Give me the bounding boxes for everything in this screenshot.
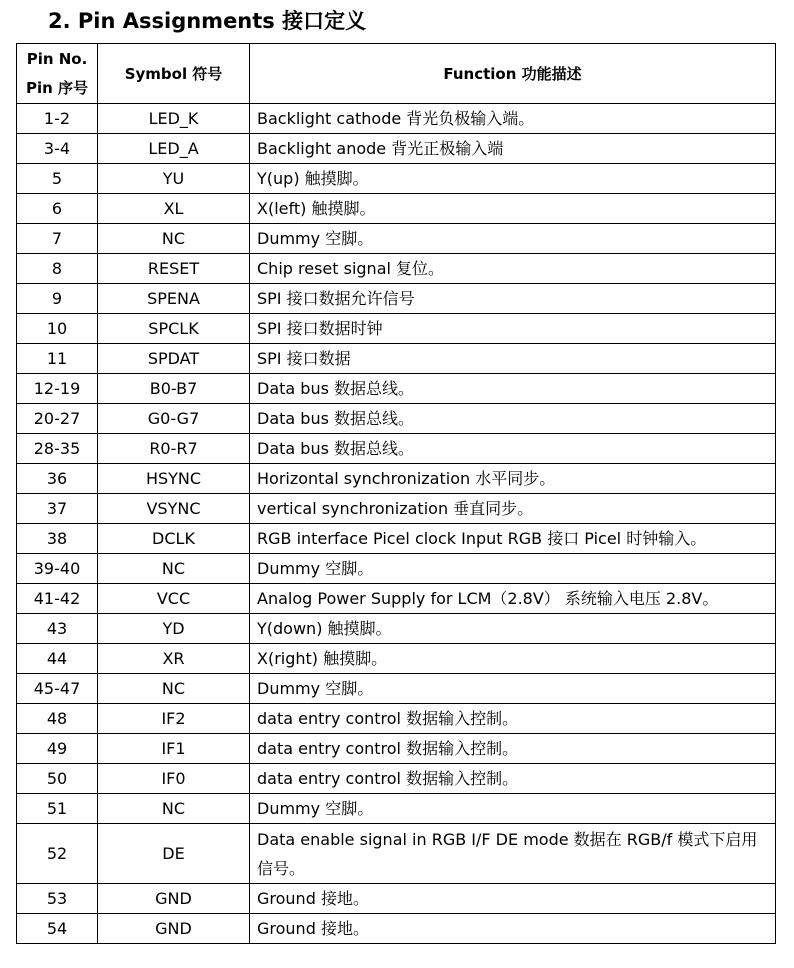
pin-number-cell: 45-47 xyxy=(17,674,98,704)
table-row xyxy=(17,344,776,374)
symbol-cell: B0-B7 xyxy=(98,374,250,404)
symbol-cell: LED_A xyxy=(98,134,250,164)
function-cell: X(left) 触摸脚。 xyxy=(250,194,776,224)
table-row xyxy=(17,314,776,344)
pin-number-cell: 36 xyxy=(17,464,98,494)
table-row xyxy=(17,164,776,194)
table-row xyxy=(17,434,776,464)
table-row xyxy=(17,134,776,164)
symbol-cell: NC xyxy=(98,674,250,704)
table-row xyxy=(17,584,776,614)
function-cell: Dummy 空脚。 xyxy=(250,224,776,254)
pin-number-cell: 8 xyxy=(17,254,98,284)
pin-number-cell: 6 xyxy=(17,194,98,224)
table-row xyxy=(17,374,776,404)
pin-number-cell: 53 xyxy=(17,884,98,914)
table-row xyxy=(17,104,776,134)
pin-number-cell: 49 xyxy=(17,734,98,764)
table-row xyxy=(17,824,776,884)
table-row xyxy=(17,674,776,704)
table-row xyxy=(17,494,776,524)
symbol-cell: HSYNC xyxy=(98,464,250,494)
function-cell: data entry control 数据输入控制。 xyxy=(250,704,776,734)
symbol-cell: NC xyxy=(98,554,250,584)
function-cell: Ground 接地。 xyxy=(250,914,776,944)
pin-number-cell: 11 xyxy=(17,344,98,374)
table-row xyxy=(17,884,776,914)
pin-number-cell: 28-35 xyxy=(17,434,98,464)
pin-number-cell: 43 xyxy=(17,614,98,644)
pin-number-cell: 48 xyxy=(17,704,98,734)
symbol-cell: LED_K xyxy=(98,104,250,134)
symbol-cell: XR xyxy=(98,644,250,674)
pin-number-cell: 44 xyxy=(17,644,98,674)
function-cell: Ground 接地。 xyxy=(250,884,776,914)
symbol-cell: SPDAT xyxy=(98,344,250,374)
section-title: 2. Pin Assignments 接口定义 xyxy=(48,9,367,33)
symbol-cell: NC xyxy=(98,794,250,824)
table-row xyxy=(17,794,776,824)
table-row xyxy=(17,254,776,284)
function-cell: data entry control 数据输入控制。 xyxy=(250,734,776,764)
symbol-cell: RESET xyxy=(98,254,250,284)
pin-number-cell: 7 xyxy=(17,224,98,254)
function-cell: Dummy 空脚。 xyxy=(250,554,776,584)
table-row xyxy=(17,224,776,254)
table-body xyxy=(17,104,776,944)
table-row xyxy=(17,914,776,944)
function-cell: SPI 接口数据时钟 xyxy=(250,314,776,344)
function-cell: Y(up) 触摸脚。 xyxy=(250,164,776,194)
function-cell: Data enable signal in RGB I/F DE mode 数据在 RGB/f 模式下启用信号。 xyxy=(250,824,776,884)
symbol-cell: VCC xyxy=(98,584,250,614)
table-row xyxy=(17,404,776,434)
pin-number-cell: 41-42 xyxy=(17,584,98,614)
table-row xyxy=(17,554,776,584)
symbol-cell: YD xyxy=(98,614,250,644)
function-cell: vertical synchronization 垂直同步。 xyxy=(250,494,776,524)
function-cell: Backlight anode 背光正极输入端 xyxy=(250,134,776,164)
function-cell: Data bus 数据总线。 xyxy=(250,404,776,434)
pin-number-cell: 9 xyxy=(17,284,98,314)
function-cell: Dummy 空脚。 xyxy=(250,674,776,704)
function-cell: Analog Power Supply for LCM（2.8V） 系统输入电压 2.8V。 xyxy=(250,584,776,614)
header-symbol: Symbol 符号 xyxy=(98,44,250,104)
pin-number-cell: 20-27 xyxy=(17,404,98,434)
function-cell: SPI 接口数据允许信号 xyxy=(250,284,776,314)
symbol-cell: DCLK xyxy=(98,524,250,554)
symbol-cell: R0-R7 xyxy=(98,434,250,464)
table-row xyxy=(17,704,776,734)
symbol-cell: IF0 xyxy=(98,764,250,794)
function-cell: Backlight cathode 背光负极输入端。 xyxy=(250,104,776,134)
symbol-cell: SPENA xyxy=(98,284,250,314)
function-cell: Data bus 数据总线。 xyxy=(250,374,776,404)
table-row xyxy=(17,464,776,494)
pin-number-cell: 1-2 xyxy=(17,104,98,134)
function-cell: SPI 接口数据 xyxy=(250,344,776,374)
function-cell: Horizontal synchronization 水平同步。 xyxy=(250,464,776,494)
symbol-cell: VSYNC xyxy=(98,494,250,524)
header-pin-line2: Pin 序号 xyxy=(25,78,89,97)
function-cell: data entry control 数据输入控制。 xyxy=(250,764,776,794)
symbol-cell: IF2 xyxy=(98,704,250,734)
symbol-cell: DE xyxy=(98,824,250,884)
table-row xyxy=(17,734,776,764)
symbol-cell: XL xyxy=(98,194,250,224)
table-header-row xyxy=(17,44,776,104)
header-function: Function 功能描述 xyxy=(250,44,776,104)
pin-assignment-table xyxy=(16,43,776,944)
pin-number-cell: 10 xyxy=(17,314,98,344)
symbol-cell: GND xyxy=(98,914,250,944)
table-row xyxy=(17,284,776,314)
function-cell: Data bus 数据总线。 xyxy=(250,434,776,464)
header-pin-line1: Pin No. xyxy=(26,49,88,68)
symbol-cell: G0-G7 xyxy=(98,404,250,434)
symbol-cell: YU xyxy=(98,164,250,194)
pin-number-cell: 3-4 xyxy=(17,134,98,164)
symbol-cell: GND xyxy=(98,884,250,914)
function-cell: Y(down) 触摸脚。 xyxy=(250,614,776,644)
pin-number-cell: 37 xyxy=(17,494,98,524)
pin-number-cell: 51 xyxy=(17,794,98,824)
table-row xyxy=(17,614,776,644)
pin-number-cell: 50 xyxy=(17,764,98,794)
pin-number-cell: 52 xyxy=(17,824,98,884)
table-row xyxy=(17,194,776,224)
table-row xyxy=(17,644,776,674)
pin-number-cell: 39-40 xyxy=(17,554,98,584)
header-pin-number xyxy=(17,44,98,104)
pin-number-cell: 5 xyxy=(17,164,98,194)
table-row xyxy=(17,764,776,794)
function-cell: X(right) 触摸脚。 xyxy=(250,644,776,674)
function-cell: Dummy 空脚。 xyxy=(250,794,776,824)
pin-number-cell: 12-19 xyxy=(17,374,98,404)
function-cell: Chip reset signal 复位。 xyxy=(250,254,776,284)
symbol-cell: NC xyxy=(98,224,250,254)
pin-number-cell: 38 xyxy=(17,524,98,554)
function-cell: RGB interface Picel clock Input RGB 接口 Picel 时钟输入。 xyxy=(250,524,776,554)
pin-number-cell: 54 xyxy=(17,914,98,944)
symbol-cell: SPCLK xyxy=(98,314,250,344)
symbol-cell: IF1 xyxy=(98,734,250,764)
table-row xyxy=(17,524,776,554)
